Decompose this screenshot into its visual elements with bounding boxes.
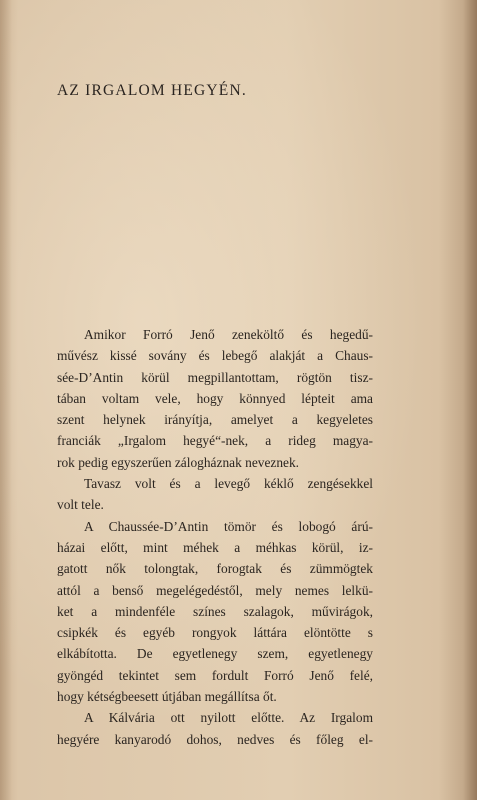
text-line: attól a benső megelégedéstől, mely nemes lelkü- <box>57 582 373 598</box>
text-line: csipkék és egyéb rongyok láttára elöntötte s <box>57 625 373 641</box>
paragraph-2 <box>57 473 373 494</box>
text-line: A Kálvária ott nyilott előtte. Az Irgalom <box>84 710 373 726</box>
paragraph-1 <box>57 324 373 345</box>
paragraph-2-cont <box>57 494 373 515</box>
text-line: Amikor Forró Jenő zeneköltő és hegedű- <box>84 327 373 342</box>
paragraph-4 <box>57 707 373 728</box>
text-line: gatott nők tolongtak, forogtak és zümmögtek <box>57 561 373 577</box>
text-line: ket a mindenféle színes szalagok, művirágok, <box>57 603 373 619</box>
chapter-heading: AZ IRGALOM HEGYÉN. <box>57 82 247 99</box>
text-line: szent helynek irányítja, amelyet a kegyeletes <box>57 412 373 428</box>
text-line: A Chaussée-D’Antin tömör és lobogó árú- <box>84 518 373 534</box>
text-line: franciák „Irgalom hegyé“-nek, a rideg magya- <box>57 433 373 449</box>
page-gutter-shadow <box>463 0 477 800</box>
paragraph-3 <box>57 516 373 537</box>
text-line: házai előtt, mint méhek a méhkas körül, iz- <box>57 539 373 555</box>
text-line: gyöngéd tekintet sem fordult Forró Jenő felé, <box>57 667 373 683</box>
text-line: rok pedig egyszerűen zálogháznak neveznek. <box>57 454 300 470</box>
text-line: művész kissé sovány és lebegő alakját a Chaus- <box>57 348 373 364</box>
text-line: volt tele. <box>57 497 104 513</box>
text-line: hegyére kanyarodó dohos, nedves és főleg el- <box>57 731 373 747</box>
body-text <box>57 324 373 750</box>
page-left-edge <box>0 0 12 800</box>
text-line: elkábította. De egyetlenegy szem, egyetlenegy <box>57 646 373 662</box>
paragraph-1-cont <box>57 345 373 473</box>
paragraph-4-cont <box>57 729 373 750</box>
text-line: sée-D’Antin körül megpillantottam, rögtön tisz- <box>57 369 373 385</box>
text-line: Tavasz volt és a levegő kéklő zengésekkel <box>84 476 373 492</box>
text-line: hogy kétségbeesett útjában megállítsa őt. <box>57 689 277 705</box>
text-line: tában voltam vele, hogy könnyed lépteit ama <box>57 390 373 406</box>
paragraph-3-cont <box>57 537 373 707</box>
